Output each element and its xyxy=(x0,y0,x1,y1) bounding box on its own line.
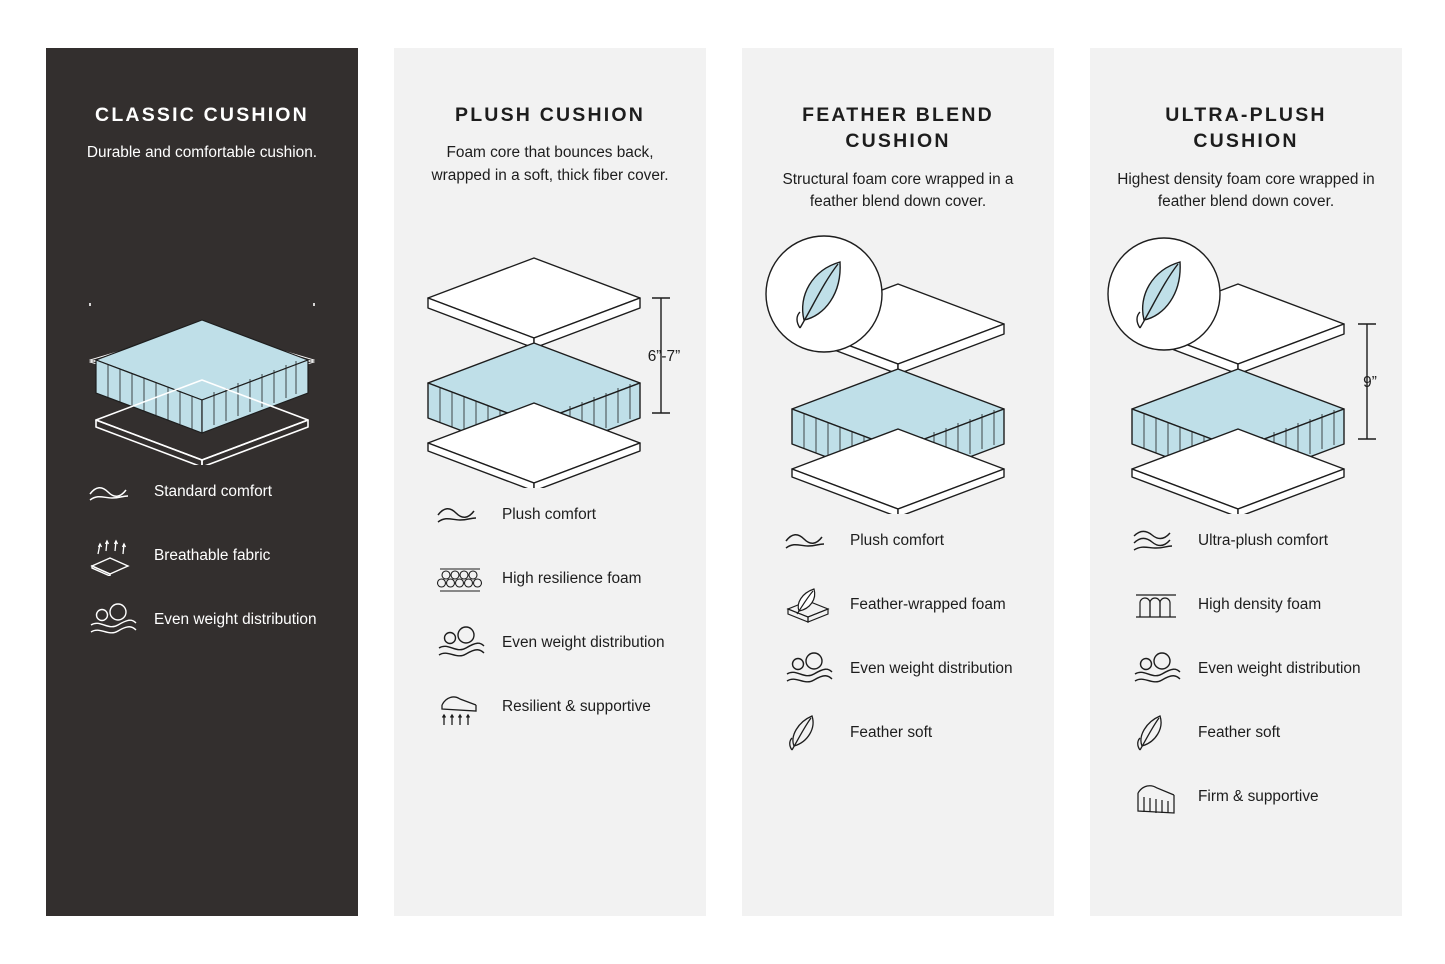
firm-support-icon xyxy=(1132,776,1190,818)
feature-label: Even weight distribution xyxy=(850,659,1013,677)
panel-ultra-plush-cushion[interactable] xyxy=(1090,48,1402,916)
feature-list xyxy=(1090,520,1402,840)
resilient-support-icon xyxy=(436,686,494,728)
wave-lines-icon xyxy=(1132,520,1190,562)
feature-item[interactable] xyxy=(1132,776,1364,818)
panel-title: ULTRA-PLUSH CUSHION xyxy=(1165,104,1327,153)
panel-title: PLUSH CUSHION xyxy=(454,104,646,126)
panel-plush-cushion[interactable] xyxy=(394,48,706,916)
feather-wrapped-foam-icon xyxy=(784,584,842,626)
panel-classic-cushion[interactable] xyxy=(46,48,358,916)
feather-icon xyxy=(784,712,842,754)
feature-label: High density foam xyxy=(1198,595,1322,613)
feature-list xyxy=(394,494,706,750)
feather-badge xyxy=(766,236,882,352)
feature-label: Even weight distribution xyxy=(502,633,665,651)
wave-lines-icon xyxy=(784,520,842,562)
panel-title: CLASSIC CUSHION xyxy=(95,104,309,126)
feature-list xyxy=(742,520,1054,776)
feature-label: Plush comfort xyxy=(502,505,597,523)
panel-title: FEATHER BLEND CUSHION xyxy=(802,104,994,153)
feature-item[interactable] xyxy=(784,712,1016,754)
feature-label: Even weight distribution xyxy=(154,610,317,628)
feature-item[interactable] xyxy=(784,648,1016,690)
feature-item[interactable] xyxy=(88,471,320,513)
wave-lines-icon xyxy=(88,471,146,513)
feature-label: Breathable fabric xyxy=(154,546,271,564)
cushion-exploded-diagram xyxy=(394,198,706,488)
feature-item[interactable] xyxy=(436,494,668,536)
feature-label: Ultra-plush comfort xyxy=(1198,531,1329,549)
feature-item[interactable] xyxy=(784,520,1016,562)
feature-item[interactable] xyxy=(1132,520,1364,562)
cushion-exploded-diagram xyxy=(742,224,1054,514)
feature-item[interactable] xyxy=(1132,584,1364,626)
dimension-label: 9” xyxy=(1363,374,1377,392)
panel-description: Foam core that bounces back, wrapped in a soft, thick fiber cover. xyxy=(431,144,669,185)
high-density-foam-icon xyxy=(1132,584,1190,626)
feature-label: Feather soft xyxy=(850,723,933,741)
dimension-label: 6”-7” xyxy=(647,347,681,365)
even-weight-distribution-icon xyxy=(1132,648,1190,690)
honeycomb-foam-icon xyxy=(436,558,494,600)
feature-label: Resilient & supportive xyxy=(502,697,651,715)
even-weight-distribution-icon xyxy=(784,648,842,690)
cushion-exploded-diagram xyxy=(46,175,358,465)
wave-lines-icon xyxy=(436,494,494,536)
panel-description: Structural foam core wrapped in a feather blend down cover. xyxy=(782,170,1014,211)
even-weight-distribution-icon xyxy=(88,599,146,641)
cushion-exploded-diagram xyxy=(1090,224,1402,514)
feature-label: Feather soft xyxy=(1198,723,1281,741)
panel-description: Durable and comfortable cushion. xyxy=(86,144,318,162)
panel-feather-blend-cushion[interactable] xyxy=(742,48,1054,916)
feature-item[interactable] xyxy=(1132,648,1364,690)
feature-label: High resilience foam xyxy=(502,569,642,587)
feature-label: Plush comfort xyxy=(850,531,945,549)
feature-list xyxy=(46,471,358,663)
feature-item[interactable] xyxy=(1132,712,1364,754)
feature-label: Standard comfort xyxy=(154,482,273,500)
feature-item[interactable] xyxy=(436,622,668,664)
breathable-fabric-icon xyxy=(88,535,146,577)
feature-item[interactable] xyxy=(784,584,1016,626)
feature-item[interactable] xyxy=(436,686,668,728)
even-weight-distribution-icon xyxy=(436,622,494,664)
panel-description: Highest density foam core wrapped in feather blend down cover. xyxy=(1117,170,1375,211)
feature-item[interactable] xyxy=(436,558,668,600)
feather-icon xyxy=(1132,712,1190,754)
feature-label: Firm & supportive xyxy=(1198,787,1319,805)
feature-label: Even weight distribution xyxy=(1198,659,1361,677)
feather-badge xyxy=(1108,238,1220,350)
feature-item[interactable] xyxy=(88,599,320,641)
feature-item[interactable] xyxy=(88,535,320,577)
feature-label: Feather-wrapped foam xyxy=(850,595,1006,613)
